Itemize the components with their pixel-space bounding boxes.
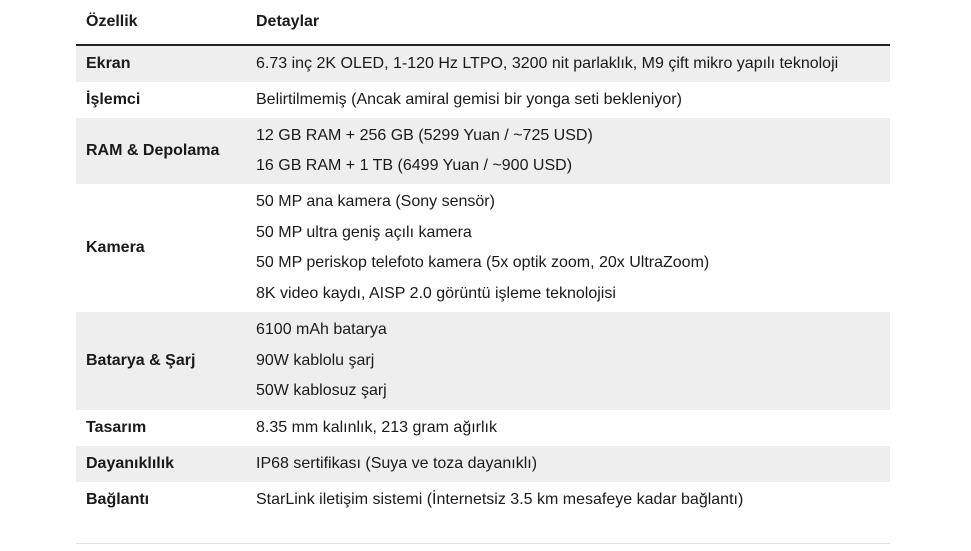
- table-row: [76, 82, 890, 118]
- detail-line: IP68 sertifikası (Suya ve toza dayanıklı): [256, 454, 538, 472]
- feature-label: Ekran: [86, 55, 131, 72]
- detail-line: Belirtilmemiş (Ancak amiral gemisi bir yonga seti bekleniyor): [256, 90, 682, 108]
- feature-label: Bağlantı: [86, 491, 150, 508]
- detail-cell: [256, 49, 890, 80]
- table-row: [76, 184, 890, 312]
- header-details: Detaylar: [256, 13, 320, 30]
- detail-line: 6100 mAh batarya: [256, 321, 387, 339]
- detail-cell: [256, 121, 890, 182]
- feature-label: RAM & Depolama: [86, 142, 220, 159]
- table-row: [76, 118, 890, 184]
- bottom-divider: [76, 543, 890, 544]
- detail-cell: [256, 449, 890, 480]
- detail-line: StarLink iletişim sistemi (İnternetsiz 3.5 km mesafeye kadar bağlantı): [256, 490, 744, 508]
- detail-line: 12 GB RAM + 256 GB (5299 Yuan / ~725 USD): [256, 126, 593, 144]
- detail-line: 16 GB RAM + 1 TB (6499 Yuan / ~900 USD): [256, 157, 573, 174]
- table-row: [76, 46, 890, 82]
- detail-line: 8.35 mm kalınlık, 213 gram ağırlık: [256, 418, 497, 436]
- feature-label: İşlemci: [86, 91, 141, 108]
- table-header: [76, 0, 890, 46]
- detail-line: 50 MP ana kamera (Sony sensör): [256, 193, 495, 210]
- detail-cell: [256, 187, 890, 309]
- detail-cell: [256, 485, 890, 516]
- table-row: [76, 410, 890, 446]
- detail-line: 90W kablolu şarj: [256, 351, 375, 369]
- detail-line: 50 MP ultra geniş açılı kamera: [256, 223, 472, 241]
- feature-label: Kamera: [86, 239, 145, 256]
- feature-label: Tasarım: [86, 419, 147, 436]
- detail-line: 50 MP periskop telefoto kamera (5x optik zoom, 20x UltraZoom): [256, 254, 710, 271]
- detail-line: 6.73 inç 2K OLED, 1-120 Hz LTPO, 3200 nit parlaklık, M9 çift mikro yapılı teknoloji: [256, 54, 839, 72]
- detail-cell: [256, 85, 890, 116]
- table-row: [76, 312, 890, 410]
- detail-line: 8K video kaydı, AISP 2.0 görüntü işleme teknolojisi: [256, 284, 616, 302]
- feature-label: Batarya & Şarj: [86, 352, 196, 369]
- spec-table: [76, 0, 890, 518]
- table-row: [76, 482, 890, 518]
- detail-cell: [256, 413, 890, 444]
- detail-cell: [256, 315, 890, 407]
- detail-line: 50W kablosuz şarj: [256, 382, 387, 400]
- header-feature: Özellik: [86, 13, 138, 30]
- table-row: [76, 446, 890, 482]
- feature-label: Dayanıklılık: [86, 455, 175, 472]
